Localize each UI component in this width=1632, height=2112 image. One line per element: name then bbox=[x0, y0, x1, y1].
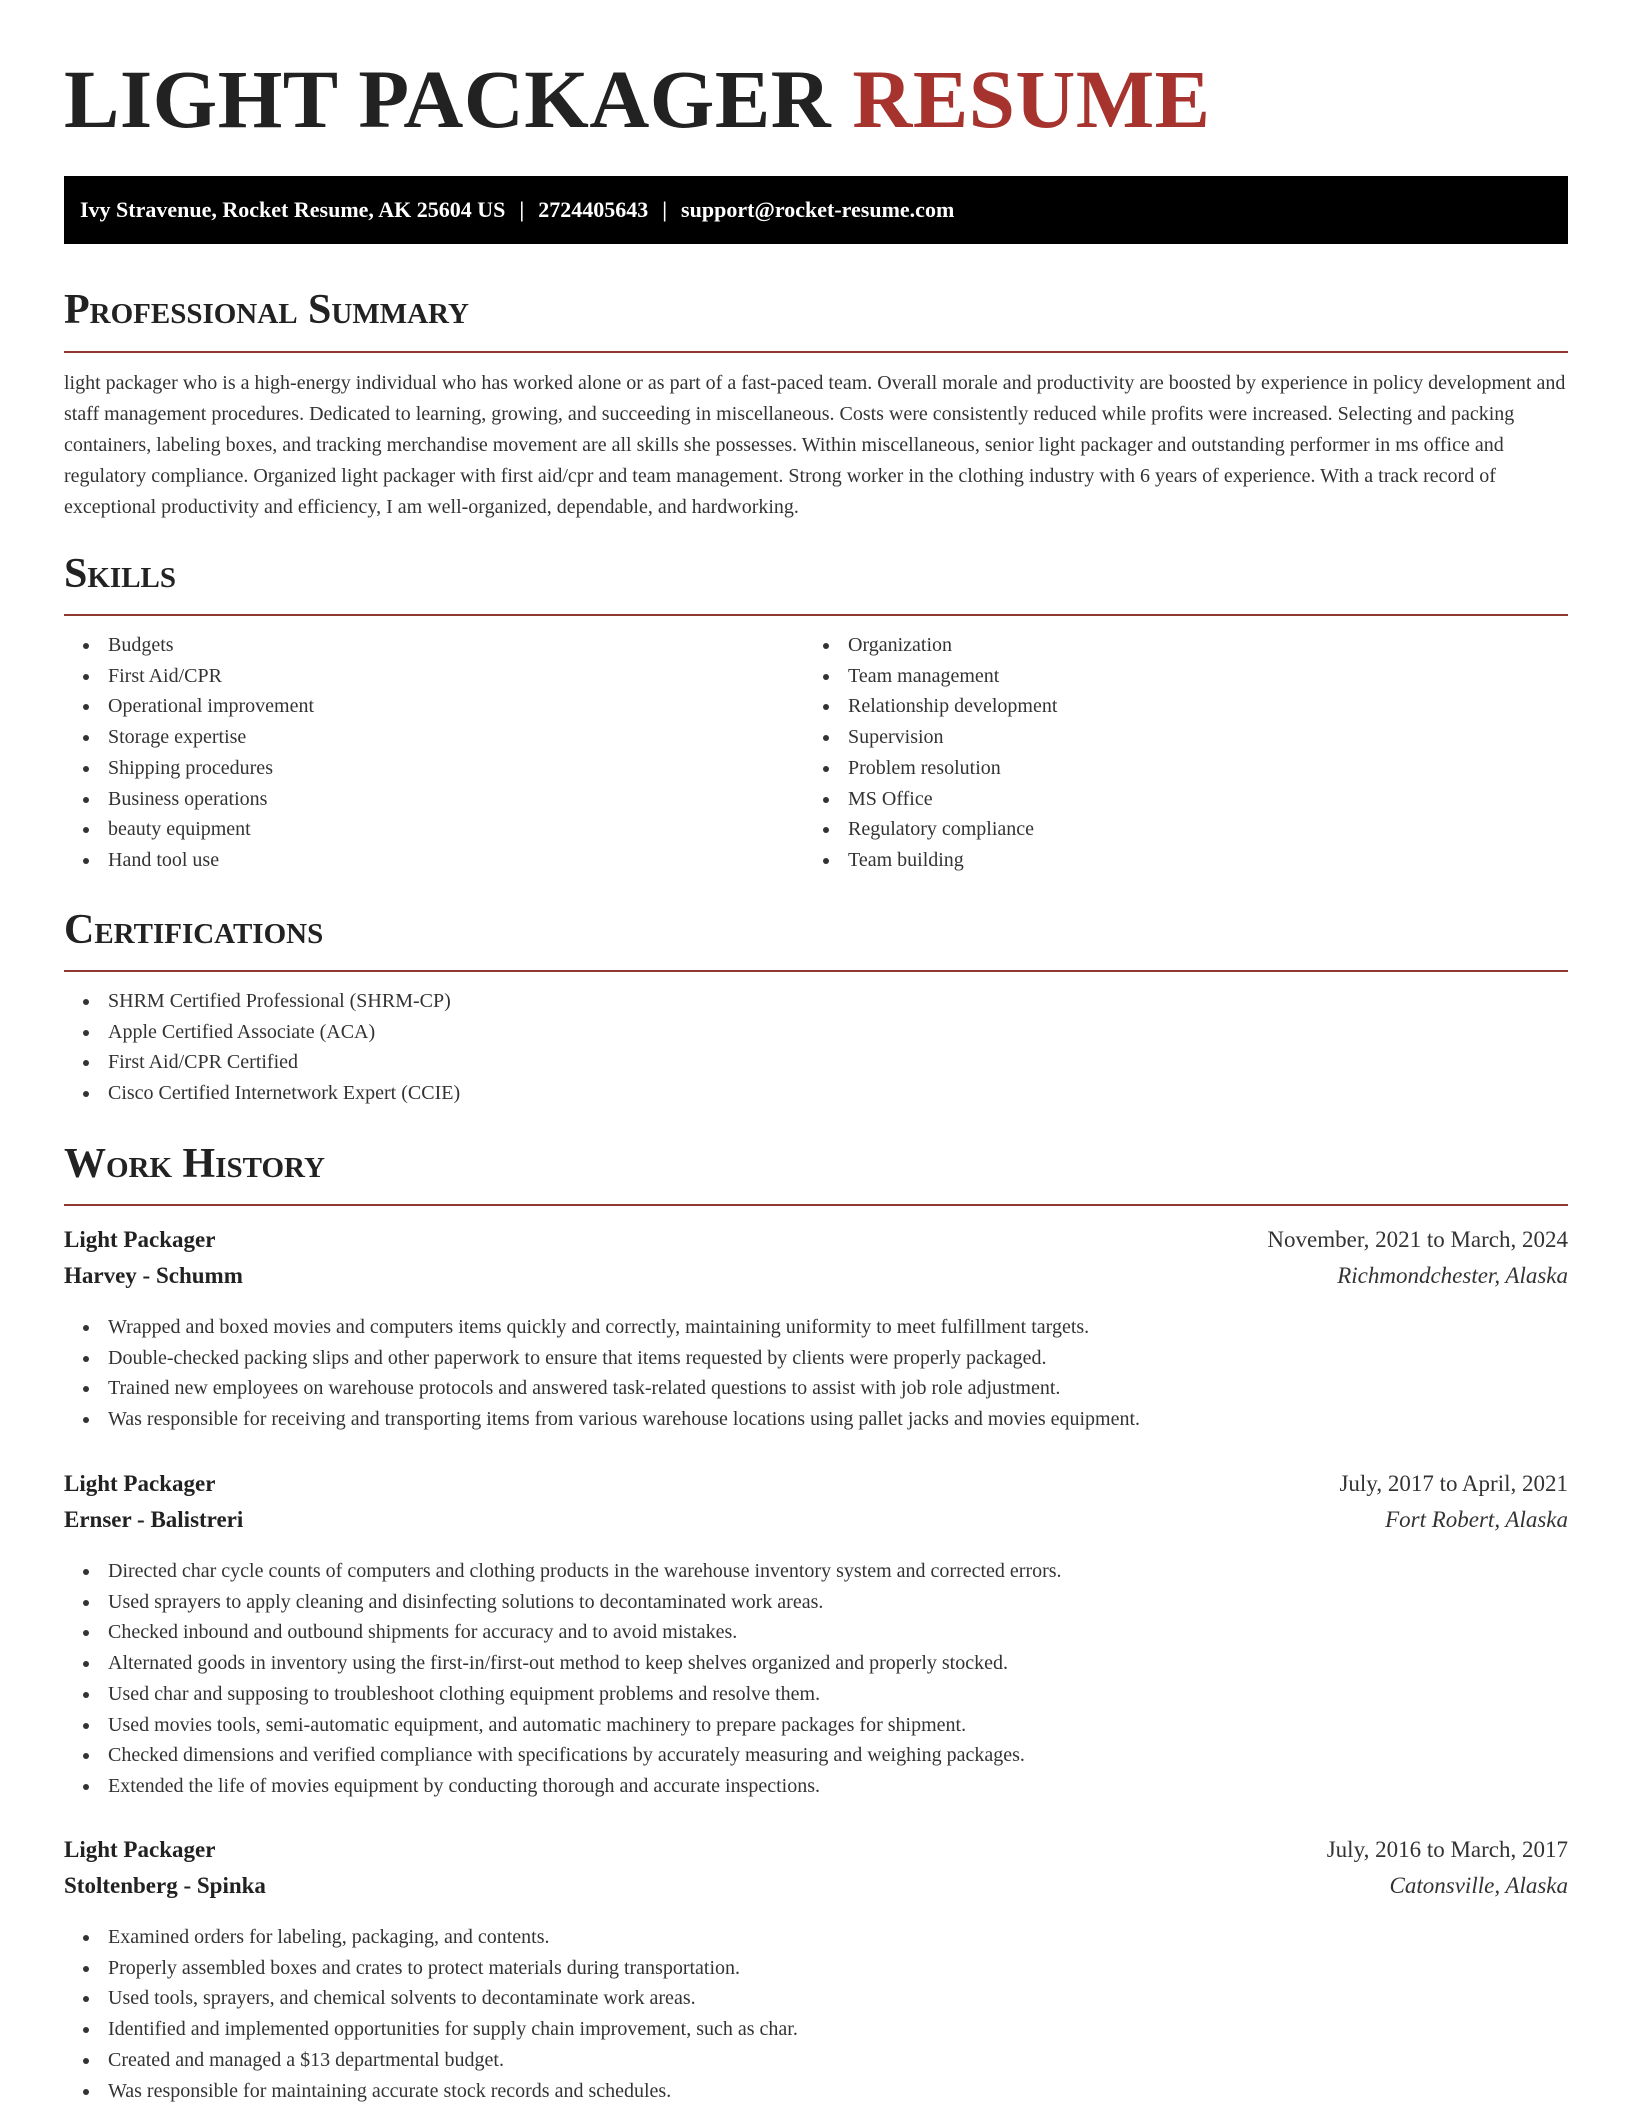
job-title: Light Packager bbox=[64, 1227, 216, 1252]
list-item: Double-checked packing slips and other paperwork to ensure that items requested by clients were properly packaged. bbox=[64, 1343, 1140, 1374]
contact-phone[interactable]: 2724405643 bbox=[538, 197, 649, 222]
list-item: SHRM Certified Professional (SHRM-CP) bbox=[64, 986, 460, 1017]
title-accent: RESUME bbox=[852, 53, 1211, 145]
list-item: Apple Certified Associate (ACA) bbox=[64, 1017, 460, 1048]
job-header bbox=[64, 1227, 1568, 1297]
job-duties-list bbox=[64, 1556, 1062, 1802]
list-item: Checked inbound and outbound shipments for accuracy and to avoid mistakes. bbox=[64, 1617, 1062, 1648]
job-company: Stoltenberg - Spinka bbox=[64, 1873, 266, 1898]
list-item: Identified and implemented opportunities for supply chain improvement, such as char. bbox=[64, 2014, 798, 2045]
job-duties-list bbox=[64, 1922, 798, 2106]
list-item: MS Office bbox=[804, 784, 1057, 815]
job-header bbox=[64, 1837, 1568, 1907]
section-divider bbox=[64, 970, 1568, 972]
section-divider bbox=[64, 614, 1568, 616]
contact-bar bbox=[64, 176, 1568, 244]
contact-separator: | bbox=[519, 197, 525, 222]
certifications-heading: Certifications bbox=[64, 907, 324, 953]
list-item: Was responsible for maintaining accurate stock records and schedules. bbox=[64, 2076, 798, 2107]
list-item: Operational improvement bbox=[64, 691, 314, 722]
skills-list-left bbox=[64, 630, 314, 876]
list-item: Budgets bbox=[64, 630, 314, 661]
skills-heading: Skills bbox=[64, 551, 177, 597]
list-item: Shipping procedures bbox=[64, 753, 314, 784]
job-company: Ernser - Balistreri bbox=[64, 1507, 244, 1532]
list-item: Storage expertise bbox=[64, 722, 314, 753]
job-title: Light Packager bbox=[64, 1471, 216, 1496]
list-item: Examined orders for labeling, packaging, and contents. bbox=[64, 1922, 798, 1953]
list-item: Cisco Certified Internetwork Expert (CCIE) bbox=[64, 1078, 460, 1109]
job-location: Catonsville, Alaska bbox=[1389, 1873, 1568, 1898]
resume-title bbox=[64, 54, 1211, 145]
job-dates: November, 2021 to March, 2024 bbox=[1267, 1227, 1568, 1252]
list-item: Extended the life of movies equipment by conducting thorough and accurate inspections. bbox=[64, 1771, 1062, 1802]
certifications-list bbox=[64, 986, 460, 1109]
list-item: beauty equipment bbox=[64, 814, 314, 845]
work-history-heading: Work History bbox=[64, 1141, 325, 1187]
skills-list-right bbox=[804, 630, 1057, 876]
list-item: Team building bbox=[804, 845, 1057, 876]
list-item: Organization bbox=[804, 630, 1057, 661]
job-location: Richmondchester, Alaska bbox=[1337, 1263, 1568, 1288]
list-item: Properly assembled boxes and crates to protect materials during transportation. bbox=[64, 1953, 798, 1984]
list-item: Regulatory compliance bbox=[804, 814, 1057, 845]
section-divider bbox=[64, 351, 1568, 353]
job-header bbox=[64, 1471, 1568, 1541]
list-item: Was responsible for receiving and transporting items from various warehouse locations using pallet jacks and movies equipment. bbox=[64, 1404, 1140, 1435]
job-company: Harvey - Schumm bbox=[64, 1263, 243, 1288]
job-dates: July, 2017 to April, 2021 bbox=[1339, 1471, 1568, 1496]
contact-email[interactable]: support@rocket-resume.com bbox=[681, 197, 955, 222]
list-item: Business operations bbox=[64, 784, 314, 815]
list-item: Alternated goods in inventory using the first-in/first-out method to keep shelves organized and properly stocked. bbox=[64, 1648, 1062, 1679]
list-item: Hand tool use bbox=[64, 845, 314, 876]
title-main: LIGHT PACKAGER bbox=[64, 53, 832, 145]
list-item: Problem resolution bbox=[804, 753, 1057, 784]
list-item: Created and managed a $13 departmental budget. bbox=[64, 2045, 798, 2076]
list-item: Relationship development bbox=[804, 691, 1057, 722]
summary-text: light packager who is a high-energy individual who has worked alone or as part of a fast-paced team. Overall morale and productivity are boosted by experience in policy development and staff management procedures. Dedicated to learning, growing, and succeeding in miscellaneous. Costs were consistently reduced while profits were increased. Selecting and packing containers, labeling boxes, and tracking merchandise movement are all skills she possesses. Within miscellaneous, senior light packager and outstanding performer in ms office and regulatory compliance. Organized light packager with first aid/cpr and team management. Strong worker in the clothing industry with 6 years of experience. With a track record of exceptional productivity and efficiency, I am well-organized, dependable, and hardworking. bbox=[64, 372, 1566, 518]
job-duties-list bbox=[64, 1312, 1140, 1435]
contact-address: Ivy Stravenue, Rocket Resume, AK 25604 US bbox=[80, 197, 506, 222]
list-item: Used char and supposing to troubleshoot clothing equipment problems and resolve them. bbox=[64, 1679, 1062, 1710]
job-dates: July, 2016 to March, 2017 bbox=[1326, 1837, 1568, 1862]
list-item: First Aid/CPR bbox=[64, 661, 314, 692]
list-item: Directed char cycle counts of computers and clothing products in the warehouse inventory system and corrected errors. bbox=[64, 1556, 1062, 1587]
list-item: Used movies tools, semi-automatic equipment, and automatic machinery to prepare packages for shipment. bbox=[64, 1710, 1062, 1741]
list-item: Team management bbox=[804, 661, 1057, 692]
job-title: Light Packager bbox=[64, 1837, 216, 1862]
contact-separator: | bbox=[662, 197, 668, 222]
list-item: Checked dimensions and verified compliance with specifications by accurately measuring and weighing packages. bbox=[64, 1740, 1062, 1771]
summary-heading: Professional Summary bbox=[64, 287, 469, 333]
list-item: Used tools, sprayers, and chemical solvents to decontaminate work areas. bbox=[64, 1983, 798, 2014]
section-divider bbox=[64, 1204, 1568, 1206]
list-item: Used sprayers to apply cleaning and disinfecting solutions to decontaminated work areas. bbox=[64, 1587, 1062, 1618]
list-item: Supervision bbox=[804, 722, 1057, 753]
list-item: Wrapped and boxed movies and computers items quickly and correctly, maintaining uniformity to meet fulfillment targets. bbox=[64, 1312, 1140, 1343]
list-item: First Aid/CPR Certified bbox=[64, 1047, 460, 1078]
job-location: Fort Robert, Alaska bbox=[1385, 1507, 1568, 1532]
list-item: Trained new employees on warehouse protocols and answered task-related questions to assist with job role adjustment. bbox=[64, 1373, 1140, 1404]
